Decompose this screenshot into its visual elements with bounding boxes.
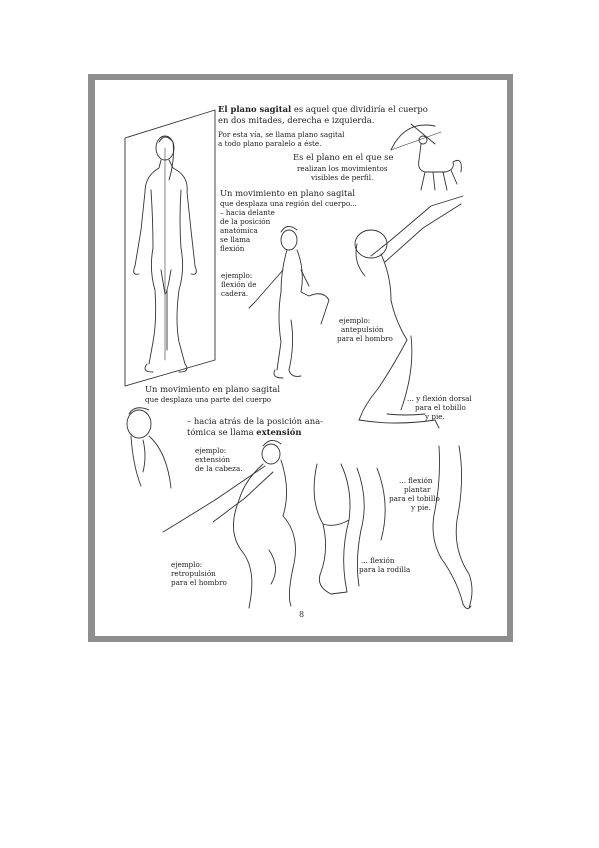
flexion-term: flexión — [220, 244, 245, 253]
flexion-intro-line6: se llama — [220, 235, 251, 244]
knee-flexion-illustration — [314, 464, 385, 594]
sagittal-title: El plano sagital — [218, 104, 292, 114]
knee-caption-line2: para la rodilla — [359, 565, 411, 574]
extension-intro-line4-text: tómica se llama — [187, 427, 257, 437]
extension-intro-line2: que desplaza una parte del cuerpo — [145, 395, 272, 404]
plane-note-line1: Por esta vía, se llama plano sagital — [218, 130, 345, 139]
flexion-intro-line3: – hacia delante — [220, 208, 275, 217]
extension-term: extensión — [256, 427, 302, 437]
hip-flexion-illustration — [249, 226, 329, 378]
arm-example-line1: ejemplo: — [339, 316, 371, 325]
head-example-line2: extensión — [195, 455, 231, 464]
extension-intro-line4 — [187, 427, 301, 438]
hip-example-line2: flexión de — [221, 280, 257, 289]
plantar-caption-line1: ... flexión — [399, 476, 433, 485]
ankle-caption-line2: para el tobillo — [415, 403, 466, 412]
hip-example-line1: ejemplo: — [221, 271, 253, 280]
sagittal-title-rest: es aquel que dividiría el cuerpo — [291, 104, 428, 114]
flexion-intro-line4: de la posición — [220, 217, 271, 226]
sagittal-plane-illustration — [125, 110, 215, 386]
arm-example-line3: para el hombro — [337, 334, 393, 343]
extension-intro-line3: – hacia atrás de la posición ana- — [187, 416, 323, 426]
archer-caption-line1: Es el plano en el que se — [293, 152, 394, 162]
head-example-line1: ejemplo: — [195, 446, 227, 455]
ankle-caption-line1: ... y flexión dorsal — [407, 394, 472, 403]
shoulder-example-line1: ejemplo: — [171, 560, 203, 569]
head-extension-illustration — [127, 408, 171, 488]
plane-note-line2: a todo plano paralelo a éste. — [218, 139, 322, 148]
archer-caption-line3: visibles de perfil. — [311, 173, 374, 182]
ankle-caption-line3: y pie. — [425, 412, 445, 421]
plantar-caption-line3: para el tobillo — [389, 494, 440, 503]
centaur-archer-illustration — [391, 124, 461, 190]
knee-caption-line1: ... flexión — [361, 556, 395, 565]
flexion-intro-line2: que desplaza una región del cuerpo... — [220, 199, 357, 208]
extension-intro-line1: Un movimiento en plano sagital — [145, 384, 281, 394]
arm-example-line2: antepulsión — [341, 325, 384, 334]
shoulder-example-line3: para el hombro — [171, 578, 227, 587]
hip-example-line3: cadera. — [221, 289, 249, 298]
shoulder-example-line2: retropulsión — [171, 569, 216, 578]
sagittal-definition-text — [218, 104, 428, 115]
page-number: 8 — [299, 610, 305, 619]
plantar-caption-line2: plantar — [404, 485, 431, 494]
sagittal-definition-line2: en dos mitades, derecha e izquierda. — [218, 115, 375, 125]
flexion-intro-line5: anatómica — [220, 226, 258, 235]
flexion-intro-line1: Un movimiento en plano sagital — [220, 188, 356, 198]
plantar-flexion-illustration — [433, 446, 472, 609]
archer-caption-line2: realizan los movimientos — [297, 164, 388, 173]
head-example-line3: de la cabeza. — [195, 464, 243, 473]
plantar-caption-line4: y pie. — [411, 503, 431, 512]
book-page — [95, 80, 507, 636]
